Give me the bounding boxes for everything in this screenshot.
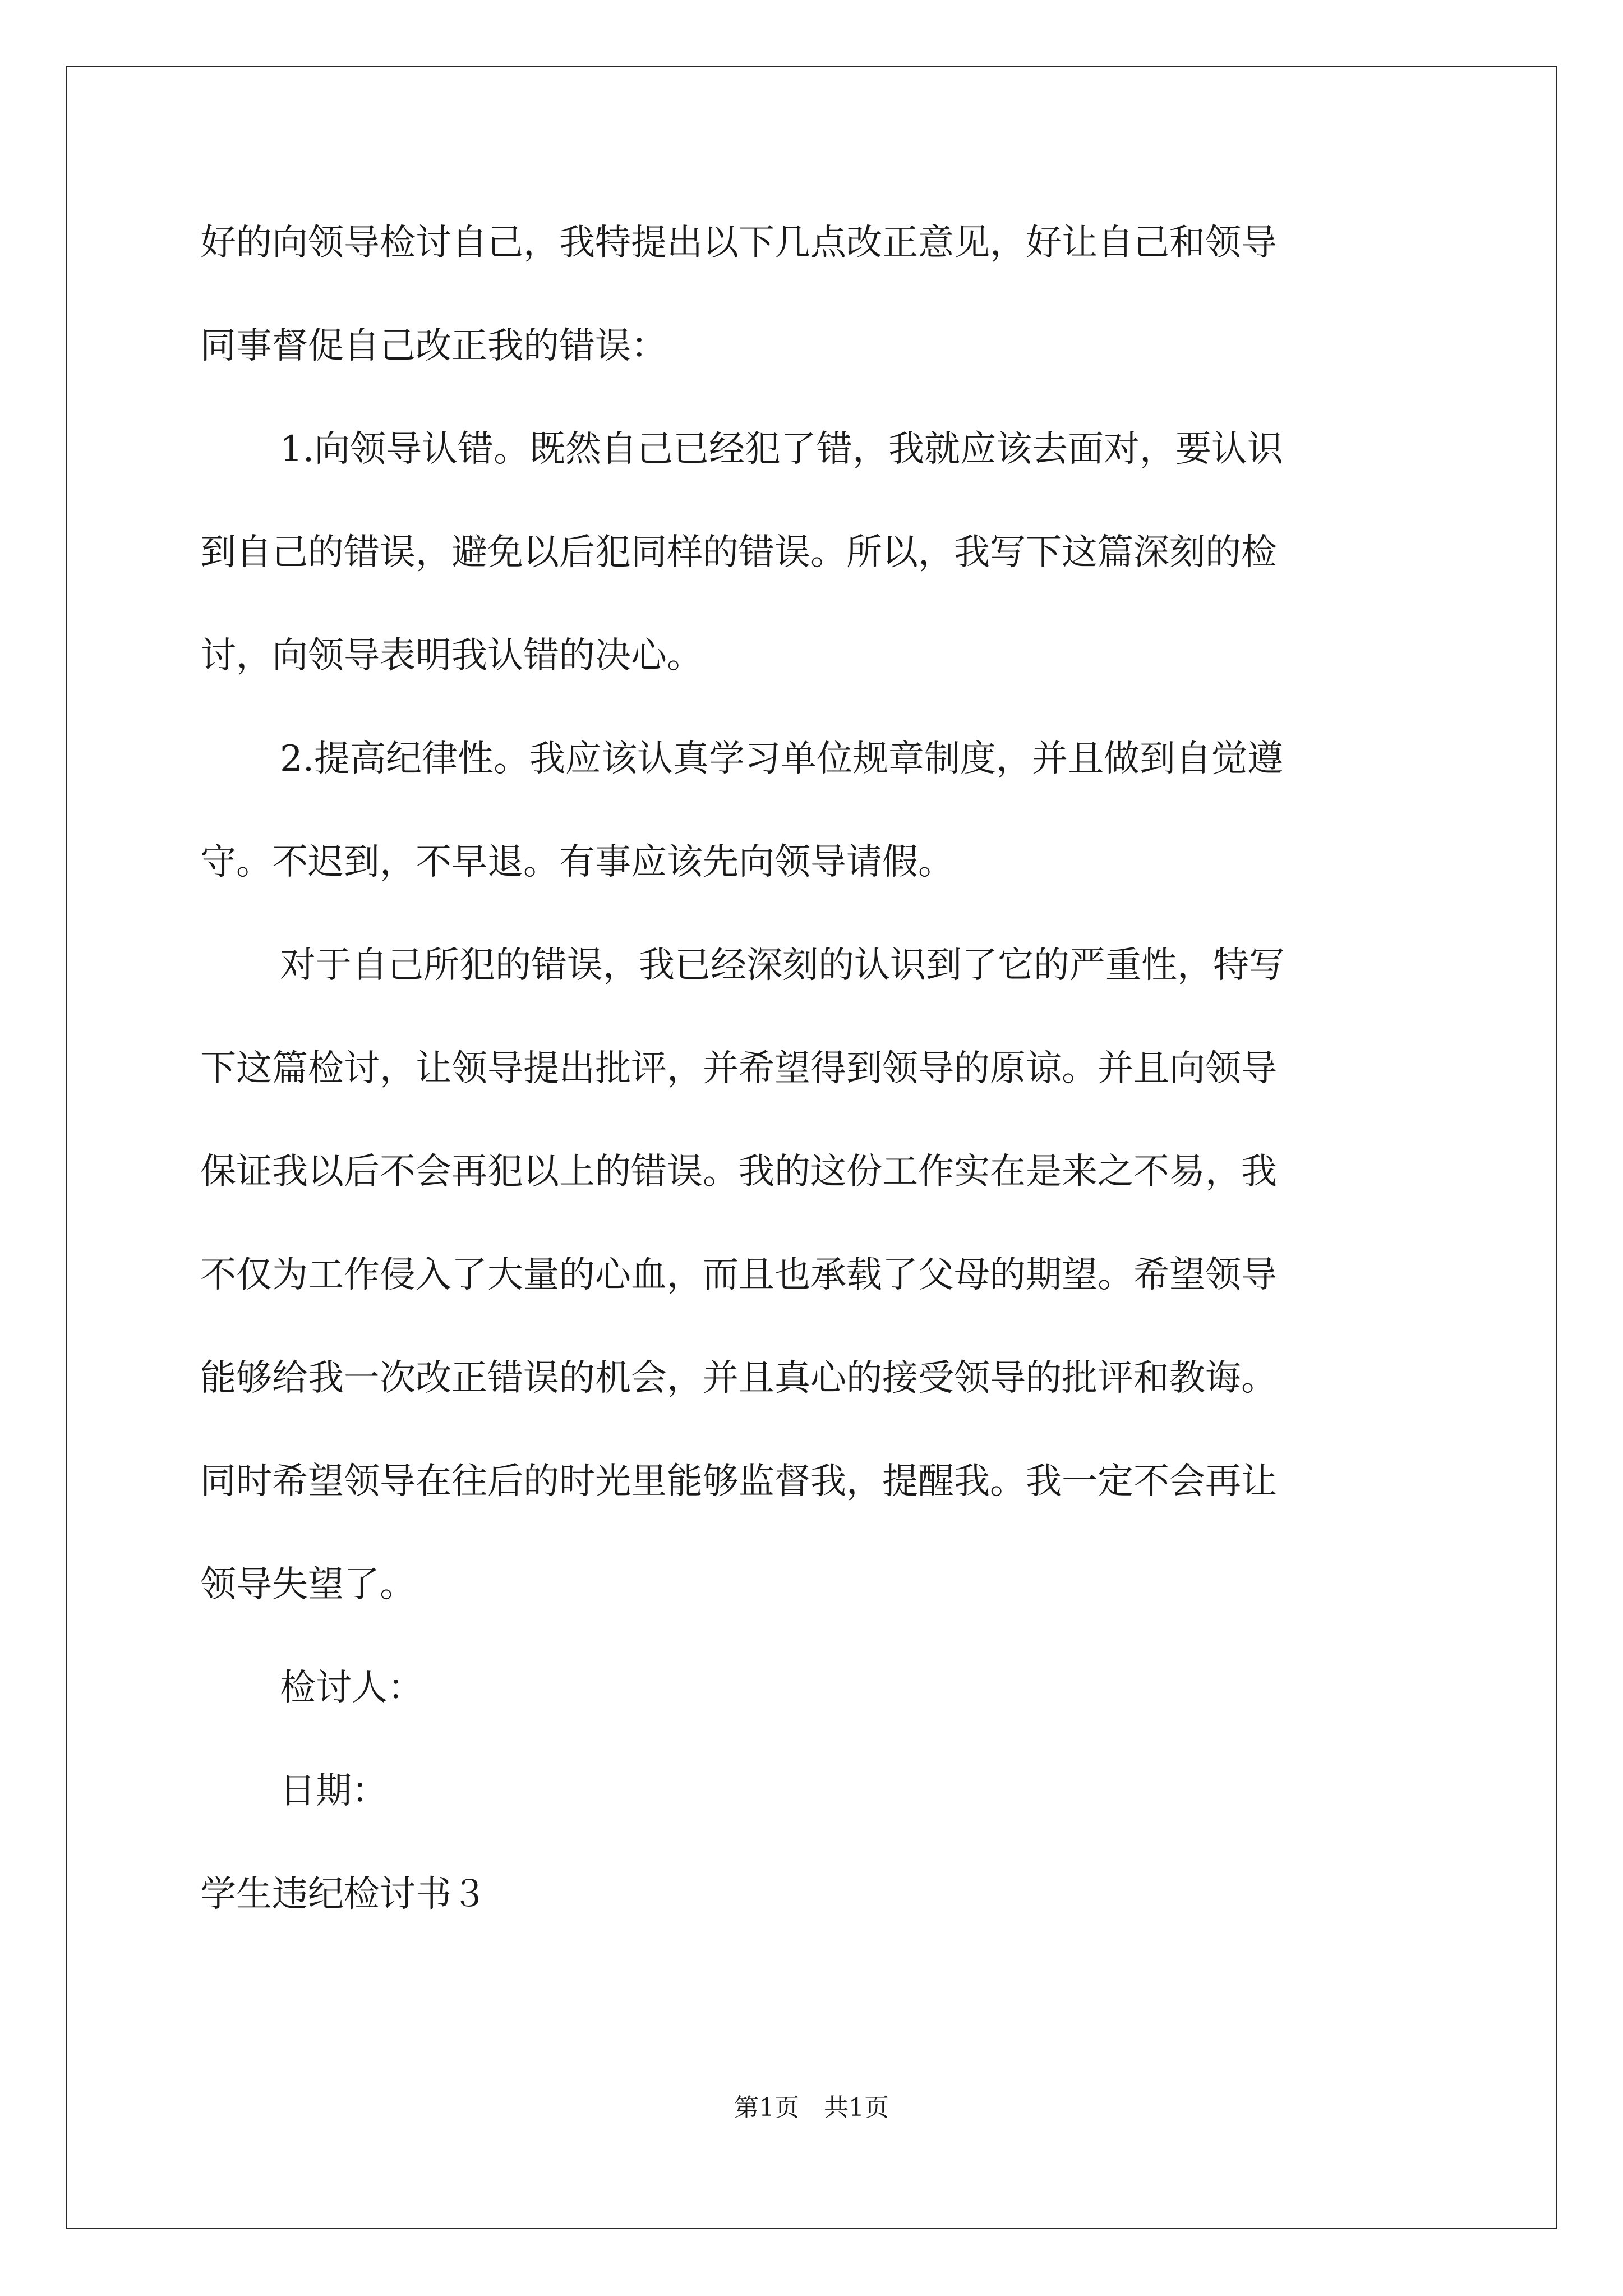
date-label: 日期： [280, 1770, 388, 1812]
text-line: 下这篇检讨，让领导提出批评，并希望得到领导的原谅。并且向领导 [200, 1048, 1277, 1089]
text-line: 到自己的错误，避免以后犯同样的错误。所以，我写下这篇深刻的检 [200, 532, 1277, 573]
list-item-1: 1.向领导认错。既然自己已经犯了错，我就应该去面对，要认识 [280, 429, 1284, 470]
text-line: 同时希望领导在往后的时光里能够监督我，提醒我。我一定不会再让 [200, 1461, 1277, 1502]
page-number-footer: 第1页 共1页 [734, 2093, 889, 2122]
text-line: 同事督促自己改正我的错误： [200, 325, 667, 367]
signature-label: 检讨人： [280, 1667, 423, 1709]
text-line: 守。不迟到，不早退。有事应该先向领导请假。 [200, 841, 954, 883]
text-line: 不仅为工作侵入了大量的心血，而且也承载了父母的期望。希望领导 [200, 1254, 1277, 1296]
text-line: 讨，向领导表明我认错的决心。 [200, 635, 703, 677]
paragraph-start: 对于自己所犯的错误，我已经深刻的认识到了它的严重性，特写 [280, 945, 1285, 986]
document-body [200, 213, 1428, 1968]
list-item-2: 2.提高纪律性。我应该认真学习单位规章制度，并且做到自觉遵 [280, 738, 1284, 780]
section-heading: 学生违纪检讨书３ [200, 1874, 487, 1915]
text-line: 保证我以后不会再犯以上的错误。我的这份工作实在是来之不易，我 [200, 1151, 1277, 1193]
text-line: 领导失望了。 [200, 1564, 416, 1605]
text-line: 好的向领导检讨自己，我特提出以下几点改正意见，好让自己和领导 [200, 222, 1277, 264]
text-line: 能够给我一次改正错误的机会，并且真心的接受领导的批评和教诲。 [200, 1358, 1277, 1399]
